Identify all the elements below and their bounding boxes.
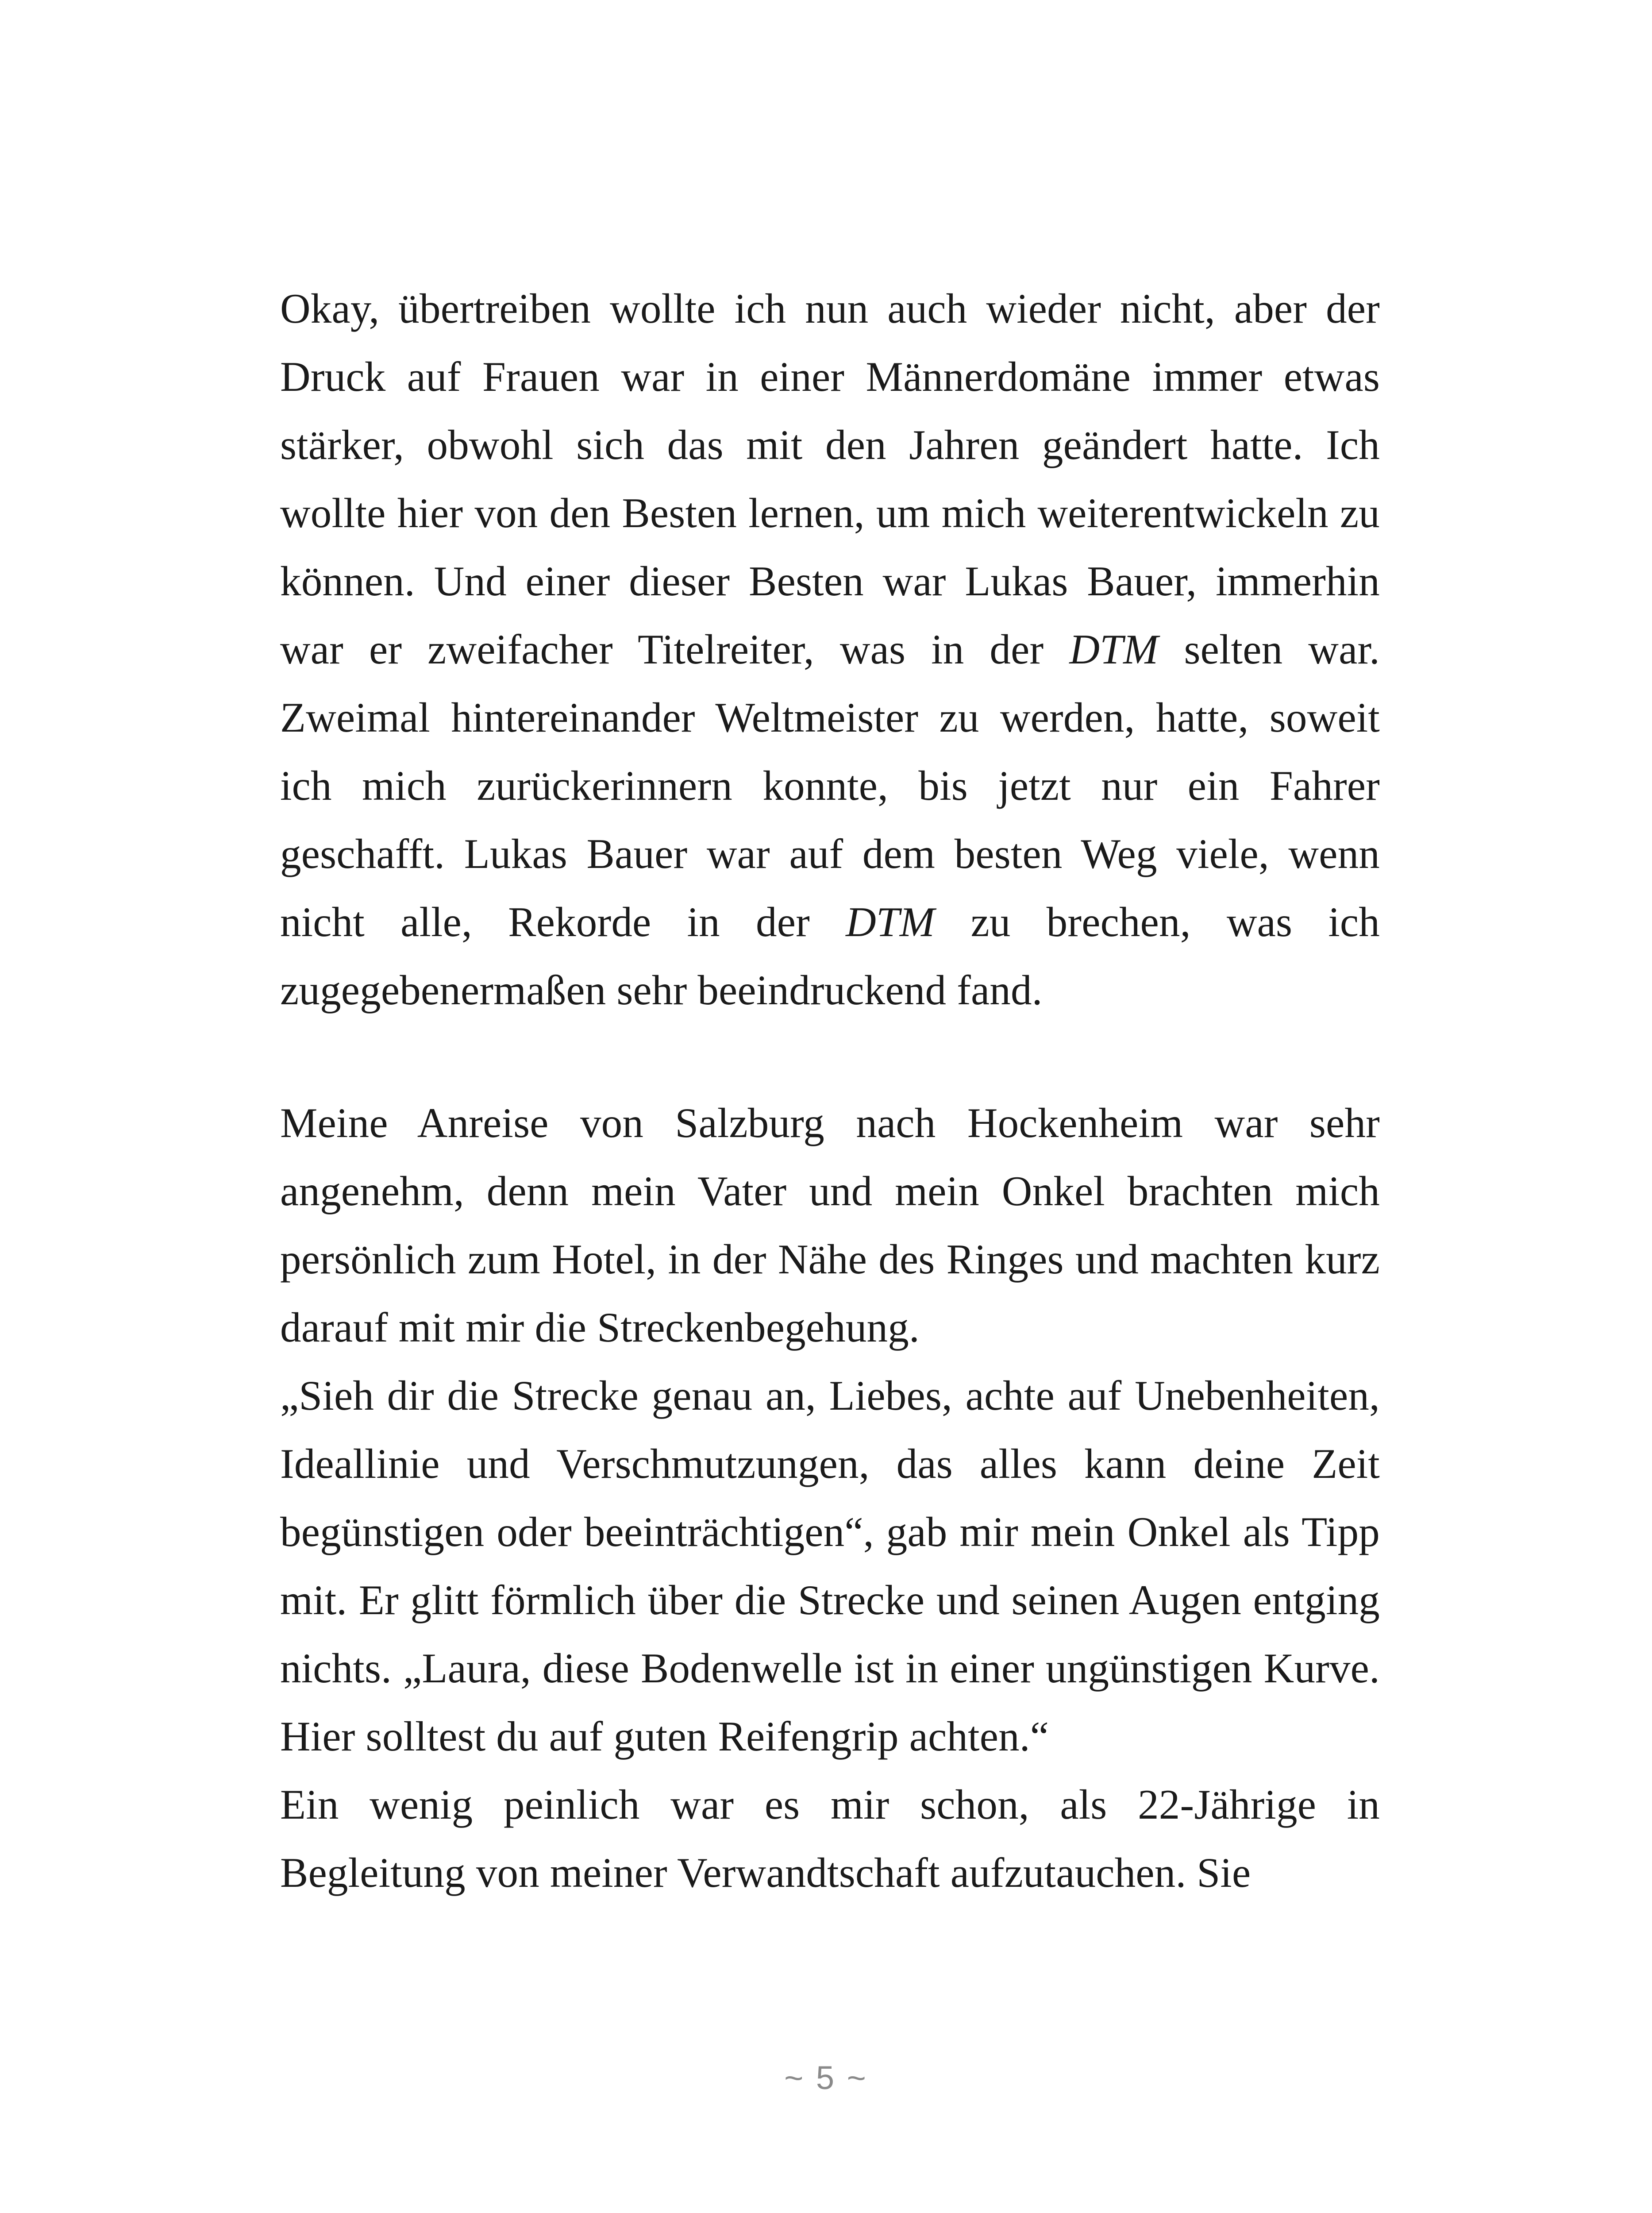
page-number: ~ 5 ~	[784, 2059, 868, 2096]
paragraph-1-part-b: selten war. Zweimal hintereinander Weltmeister zu werden, hatte, soweit ich mich zurückerinnern konnte, bis jetzt nur ein Fahrer geschafft. Lukas Bauer war auf dem besten Weg viele, wenn nicht alle, Rekorde in der	[280, 626, 1380, 945]
text-block-lower	[280, 1089, 1380, 1907]
paragraph-1-part-c: zu brechen, was ich zugegebenermaßen sehr beeindruckend fand.	[280, 898, 1380, 1014]
paragraph-1	[280, 274, 1380, 1024]
dtm-italic-2: DTM	[846, 898, 935, 945]
paragraph-4: Ein wenig peinlich war es mir schon, als 22-Jährige in Begleitung von meiner Verwandtschaft aufzutauchen. Sie	[280, 1781, 1380, 1896]
dtm-italic-1: DTM	[1069, 626, 1159, 673]
paragraph-1-part-a: Okay, übertreiben wollte ich nun auch wieder nicht, aber der Druck auf Frauen war in einer Männerdomäne immer etwas stärker, obwohl sich das mit den Jahren geändert hatte. Ich wollte hier von den Besten lernen, um mich weiterentwickeln zu können. Und einer dieser Besten war Lukas Bauer, immerhin war er zweifacher Titelreiter, was in der	[280, 285, 1380, 673]
paragraph-2: Meine Anreise von Salzburg nach Hockenheim war sehr angenehm, denn mein Vater und mein Onkel brachten mich persönlich zum Hotel, in der Nähe des Ringes und machten kurz darauf mit mir die Streckenbegehung.	[280, 1099, 1380, 1351]
text-block-upper	[280, 274, 1380, 1024]
paragraph-3: „Sieh dir die Strecke genau an, Liebes, achte auf Unebenheiten, Ideallinie und Verschmutzungen, das alles kann deine Zeit begünstigen oder beeinträchtigen“, gab mir mein Onkel als Tipp mit. Er glitt förmlich über die Strecke und seinen Augen entging nichts. „Laura, diese Bodenwelle ist in einer ungünstigen Kurve. Hier solltest du auf guten Reifengrip achten.“	[280, 1372, 1380, 1760]
